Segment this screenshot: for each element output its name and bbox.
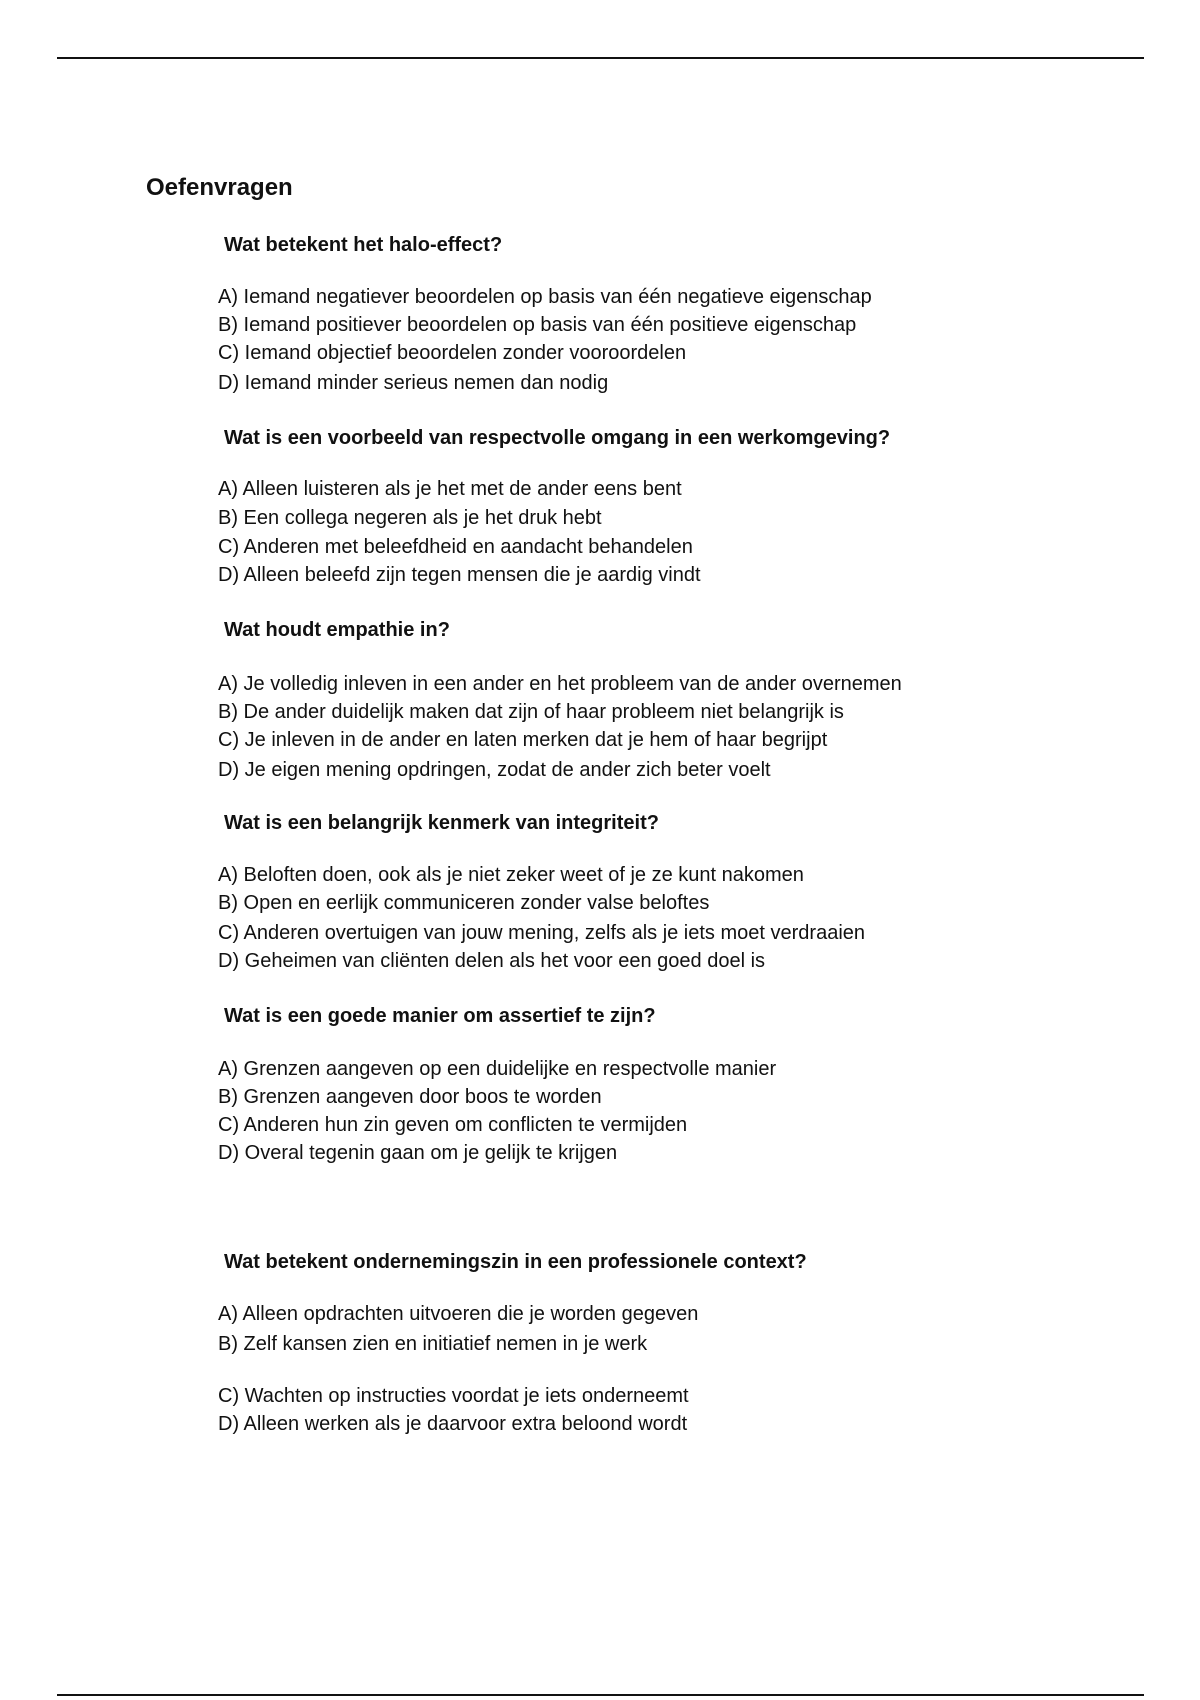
answer-option: C) Wachten op instructies voordat je iets onderneemt [218, 1385, 689, 1407]
answer-option: A) Alleen opdrachten uitvoeren die je worden gegeven [218, 1303, 699, 1325]
question-text: Wat is een goede manier om assertief te zijn? [224, 1005, 656, 1027]
answer-option: B) Een collega negeren als je het druk hebt [218, 507, 602, 529]
answer-option: B) Iemand positiever beoordelen op basis van één positieve eigenschap [218, 314, 857, 336]
answer-option: B) Grenzen aangeven door boos te worden [218, 1086, 602, 1108]
question-text: Wat betekent het halo-effect? [224, 234, 503, 256]
answer-option: A) Beloften doen, ook als je niet zeker weet of je ze kunt nakomen [218, 864, 804, 886]
question-text: Wat betekent ondernemingszin in een professionele context? [224, 1251, 807, 1273]
question-text: Wat houdt empathie in? [224, 619, 450, 641]
answer-option: D) Je eigen mening opdringen, zodat de ander zich beter voelt [218, 759, 771, 781]
answer-option: A) Grenzen aangeven op een duidelijke en respectvolle manier [218, 1058, 777, 1080]
answer-option: D) Overal tegenin gaan om je gelijk te krijgen [218, 1142, 618, 1164]
answer-option: A) Je volledig inleven in een ander en het probleem van de ander overnemen [218, 673, 902, 695]
answer-option: D) Alleen werken als je daarvoor extra beloond wordt [218, 1413, 688, 1435]
page-title: Oefenvragen [146, 174, 293, 201]
answer-option: C) Anderen overtuigen van jouw mening, zelfs als je iets moet verdraaien [218, 922, 866, 944]
answer-option: C) Iemand objectief beoordelen zonder vooroordelen [218, 342, 687, 364]
bottom-rule [57, 1694, 1144, 1696]
answer-option: D) Iemand minder serieus nemen dan nodig [218, 372, 609, 394]
answer-option: D) Geheimen van cliënten delen als het voor een goed doel is [218, 950, 766, 972]
answer-option: C) Anderen met beleefdheid en aandacht behandelen [218, 536, 693, 558]
question-text: Wat is een voorbeeld van respectvolle omgang in een werkomgeving? [224, 427, 891, 449]
answer-option: A) Alleen luisteren als je het met de ander eens bent [218, 478, 682, 500]
answer-option: B) Open en eerlijk communiceren zonder valse beloftes [218, 892, 710, 914]
answer-option: C) Anderen hun zin geven om conflicten te vermijden [218, 1114, 688, 1136]
answer-option: B) De ander duidelijk maken dat zijn of haar probleem niet belangrijk is [218, 701, 844, 723]
answer-option: C) Je inleven in de ander en laten merken dat je hem of haar begrijpt [218, 729, 828, 751]
question-text: Wat is een belangrijk kenmerk van integriteit? [224, 812, 659, 834]
top-rule [57, 57, 1144, 59]
answer-option: A) Iemand negatiever beoordelen op basis van één negatieve eigenschap [218, 286, 872, 308]
answer-option: B) Zelf kansen zien en initiatief nemen in je werk [218, 1333, 648, 1355]
answer-option: D) Alleen beleefd zijn tegen mensen die je aardig vindt [218, 564, 701, 586]
